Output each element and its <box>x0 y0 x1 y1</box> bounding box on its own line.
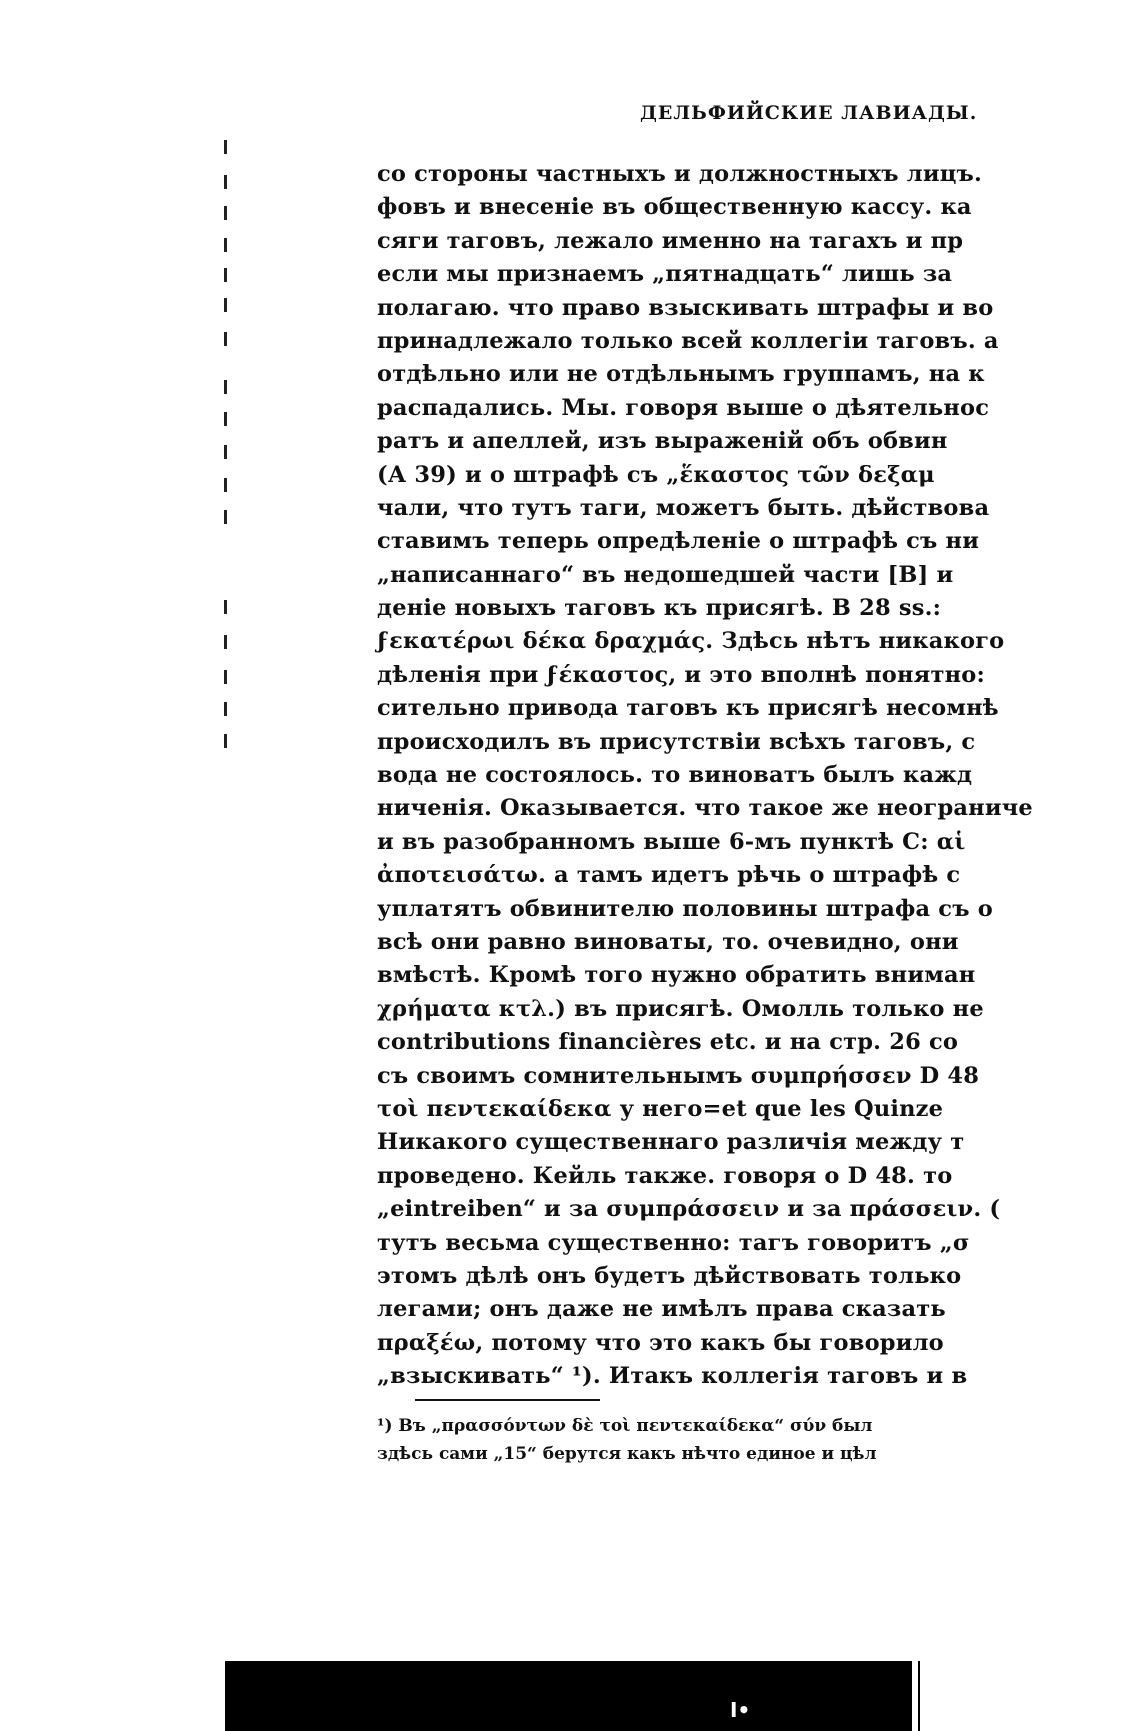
text-line: этомъ дѣлѣ онъ будетъ дѣйствовать только <box>377 1262 962 1289</box>
body-text <box>377 158 1033 1390</box>
scan-bottom-bar <box>225 1661 920 1731</box>
text-line: дѣленія при ϝέκαστος, и это вполнѣ понятно: <box>377 661 986 688</box>
text-line: съ своимъ сомнительнымъ συμπρήσσεν D 48 <box>377 1062 980 1089</box>
footnotes <box>377 1412 922 1468</box>
text-line: ϝεκατέρωι δέκα δραχμάς. Здѣсь нѣтъ никакого <box>377 628 1005 655</box>
scan-bar-edge <box>912 1661 918 1731</box>
text-line: чали, что тутъ таги, можетъ быть. дѣйствова <box>377 494 990 521</box>
text-line: если мы признаемъ „пятнадцать“ лишь за <box>377 261 953 288</box>
text-line: „написаннаго“ въ недошедшей части [В] и <box>377 561 954 588</box>
text-line: ставимъ теперь опредѣленіе о штрафѣ съ ни <box>377 528 980 555</box>
margin-marks <box>218 140 238 860</box>
text-line: χρήματα κτλ.) въ присягѣ. Омолль только не <box>377 995 984 1022</box>
text-line: ратъ и апеллей, изъ выраженій объ обвин <box>377 428 948 455</box>
text-line: contributions financières etc. и на стр. 26 co <box>377 1029 959 1056</box>
text-line: ниченія. Оказывается. что такое же неограниче <box>377 795 1033 822</box>
text-line: отдѣльно или не отдѣльнымъ группамъ, на к <box>377 361 985 388</box>
text-line: сительно привода таговъ къ присягѣ несомнѣ <box>377 695 999 722</box>
text-line: πραξέω, потому что это какъ бы говорило <box>377 1329 944 1356</box>
text-line: (А 39) и о штрафѣ съ „ἕκαστος τῶν δεξαμ <box>377 461 935 488</box>
text-line: всѣ они равно виноваты, то. очевидно, они <box>377 928 959 955</box>
text-line: сяги таговъ, лежало именно на тагахъ и пр <box>377 227 964 254</box>
text-line: проведено. Кейль также. говоря о D 48. то <box>377 1162 953 1189</box>
text-line: Никакого существеннаго различія между т <box>377 1129 965 1156</box>
footnote-rule <box>415 1399 600 1401</box>
footnote-line: здѣсь сами „15“ берутся какъ нѣчто единое и цѣл <box>377 1444 877 1464</box>
text-line: распадались. Мы. говоря выше о дѣятельнос <box>377 394 990 421</box>
running-head: ДЕЛЬФИЙСКИЕ ЛАВИАДЫ. <box>640 102 978 124</box>
text-line: фовъ и внесеніе въ общественную кассу. ка <box>377 194 972 221</box>
text-line: полагаю. что право взыскивать штрафы и во <box>377 294 994 321</box>
text-line: „eintreiben“ и за συμπράσσειν и за πράσσειν. ( <box>377 1196 1001 1223</box>
text-line: „взыскивать“ ¹). Итакъ коллегія таговъ и в <box>377 1363 968 1390</box>
text-line: легами; онъ даже не имѣлъ права сказать <box>377 1296 946 1323</box>
text-line: деніе новыхъ таговъ къ присягѣ. В 28 ss.: <box>377 595 942 622</box>
text-line: уплатятъ обвинителю половины штрафа съ о <box>377 895 993 922</box>
text-line: тутъ весьма существенно: тагъ говоритъ „σ <box>377 1229 970 1256</box>
footnote-line: ¹) Въ „πρασσόντων δὲ τοὶ πεντεκαίδεκα“ σύν был <box>377 1416 873 1436</box>
text-line: τοὶ πεντεκαίδεκα у него=et que les Quinze <box>377 1095 944 1122</box>
text-line: вода не состоялось. то виноватъ былъ кажд <box>377 762 973 789</box>
text-line: вмѣстѣ. Кромѣ того нужно обратить вниман <box>377 962 976 989</box>
text-line: ἀποτεισάτω. а тамъ идетъ рѣчь о штрафѣ с <box>377 862 961 889</box>
text-line: со стороны частныхъ и должностныхъ лицъ. <box>377 161 983 187</box>
scan-bar-mark: I• <box>730 1698 751 1722</box>
text-line: принадлежало только всей коллегіи таговъ. а <box>377 327 999 354</box>
text-line: происходилъ въ присутствіи всѣхъ таговъ, с <box>377 728 976 755</box>
text-line: и въ разобранномъ выше 6-мъ пунктѣ С: αἱ <box>377 828 966 855</box>
